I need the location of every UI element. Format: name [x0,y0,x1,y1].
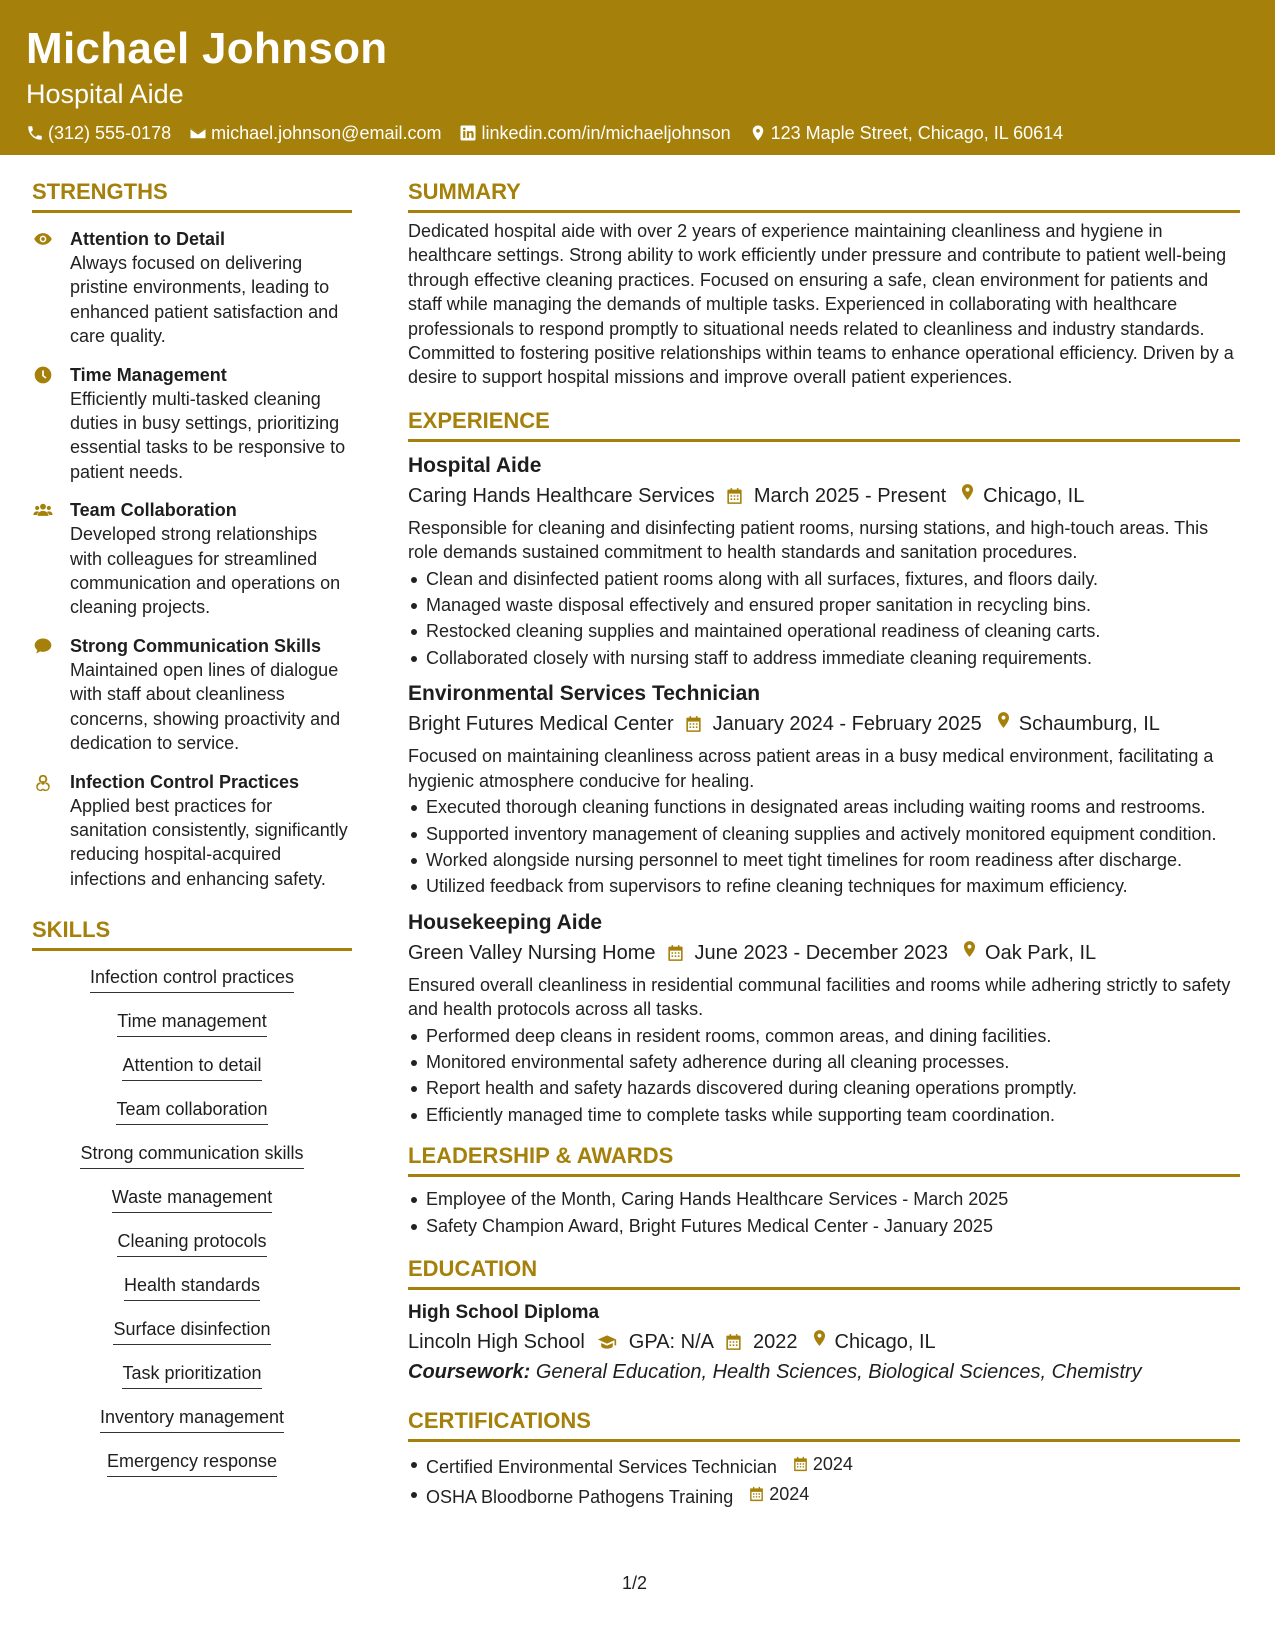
job-dates: January 2024 - February 2025 [712,713,982,736]
linkedin-icon [459,124,477,142]
calendar-icon [792,1455,809,1473]
job-bullet: Utilized feedback from supervisors to refine cleaning techniques for maximum efficiency. [408,874,1240,898]
job-bullet: Executed thorough cleaning functions in designated areas including waiting rooms and restrooms. [408,795,1240,819]
linkedin-text[interactable]: linkedin.com/in/michaeljohnson [481,123,731,143]
strength-title: Strong Communication Skills [70,635,322,656]
school-name: Lincoln High School [408,1330,585,1353]
right-column [408,155,1240,1511]
skill-tag: Surface disinfection [113,1317,270,1345]
job-bullets [408,567,1240,671]
job-company: Bright Futures Medical Center [408,713,674,736]
awards-heading: LEADERSHIP & AWARDS [408,1143,1240,1177]
certification-year: 2024 [812,1453,853,1474]
map-pin-icon [810,1328,829,1348]
job-bullet: Worked alongside nursing personnel to meet tight timelines for room readiness after discharge. [408,848,1240,872]
skill-tag: Inventory management [100,1405,284,1433]
graduation-year: 2022 [753,1330,798,1353]
strength-item [32,498,352,620]
degree-title: High School Diploma [408,1301,600,1323]
job-dates: March 2025 - Present [753,484,947,507]
email-text[interactable]: michael.johnson@email.com [211,123,442,143]
strength-desc: Always focused on delivering pristine environments, leading to enhanced patient satisfaction and care quality. [70,253,339,347]
job-title: Hospital Aide [408,453,542,477]
job-description: Focused on maintaining cleanliness across patient areas in a busy medical environment, facilitating a hygienic atmosphere conducive for healing. [408,746,1214,791]
map-pin-icon [958,482,977,502]
candidate-name: Michael Johnson [26,24,388,73]
job-company: Green Valley Nursing Home [408,941,656,964]
eye-icon [32,229,54,249]
strength-title: Infection Control Practices [70,771,300,792]
strength-title: Time Management [70,364,227,385]
job-bullets [408,1024,1240,1128]
strength-title: Attention to Detail [70,229,225,249]
job-meta [408,482,1240,510]
certifications-list [408,1452,1240,1509]
job-bullet: Clean and disinfected patient rooms along with all surfaces, fixtures, and floors daily. [408,567,1240,591]
job-bullet: Performed deep cleans in resident rooms, common areas, and dining facilities. [408,1024,1240,1048]
job-bullet: Report health and safety hazards discovered during cleaning operations promptly. [408,1076,1240,1100]
certification-name: Certified Environmental Services Technician [426,1457,777,1478]
education-heading: EDUCATION [408,1256,1240,1290]
strengths-heading: STRENGTHS [32,179,352,213]
job-entry [408,680,1240,898]
resume-header [0,0,1275,155]
job-meta [408,939,1240,967]
job-description: Ensured overall cleanliness in residential communal facilities and rooms while adhering strictly to safety and health protocols across all tasks. [408,974,1231,1020]
chat-bubble-icon [32,636,54,656]
skill-tag: Cleaning protocols [117,1229,266,1257]
graduation-cap-icon [595,1332,619,1352]
school-location: Chicago, IL [834,1330,936,1353]
job-bullets [408,795,1240,899]
calendar-icon [666,943,685,963]
job-title: Housekeeping Aide [408,910,603,934]
strength-desc: Efficiently multi-tasked cleaning duties in busy settings, prioritizing essential tasks to be responsive to patient needs. [70,388,346,482]
job-bullet: Collaborated closely with nursing staff to address immediate cleaning requirements. [408,646,1240,670]
calendar-icon [724,1332,743,1352]
gpa-text: GPA: N/A [628,1330,714,1353]
job-bullet: Managed waste disposal effectively and ensured proper sanitation in recycling bins. [408,593,1240,617]
map-pin-icon [749,124,767,142]
award-item: Employee of the Month, Caring Hands Healthcare Services - March 2025 [408,1187,1240,1211]
job-bullet: Efficiently managed time to complete tasks while supporting team coordination. [408,1103,1240,1127]
candidate-role: Hospital Aide [26,79,184,109]
strength-desc: Maintained open lines of dialogue with staff about cleanliness concerns, showing proactivity and dedication to service. [70,659,341,754]
contact-phone [26,122,171,144]
map-pin-icon [994,710,1013,730]
biohazard-icon [32,772,54,792]
contact-linkedin[interactable] [459,122,730,144]
skill-tag: Strong communication skills [80,1141,303,1169]
skill-tag: Team collaboration [116,1097,267,1125]
certification-year: 2024 [769,1483,810,1504]
job-entry [408,452,1240,670]
skill-tag: Emergency response [107,1449,277,1477]
job-location: Oak Park, IL [985,941,1097,964]
skill-tag: Time management [117,1009,266,1037]
calendar-icon [725,486,744,506]
awards-list [408,1187,1240,1238]
coursework [408,1358,1240,1386]
phone-icon [26,124,44,142]
contact-email[interactable] [189,122,441,144]
skills-list [32,965,352,1493]
contact-address [749,122,1064,144]
skills-heading: SKILLS [32,917,352,951]
skill-tag: Health standards [124,1273,260,1301]
summary-text: Dedicated hospital aide with over 2 years of experience maintaining cleanliness and hygiene in healthcare settings. Strong ability to work efficiently under pressure and contribute to patient well-being through effective cleaning practices. Focused on ensuring a safe, clean environment for patients and staff while managing the demands of multiple tasks. Experienced in collaborating with healthcare professionals to respond promptly to situational needs related to cleanliness and industry standards. Committed to fostering positive relationships within teams to enhance operational efficiency. Driven by a desire to support hospital missions and improve overall patient experiences. [408,221,1234,388]
education-meta [408,1328,1240,1356]
skill-tag: Attention to detail [122,1053,261,1081]
job-bullet: Monitored environmental safety adherence during all cleaning processes. [408,1050,1240,1074]
skill-tag: Infection control practices [90,965,294,993]
strength-item [32,770,352,892]
coursework-text: General Education, Health Sciences, Biological Sciences, Chemistry [535,1360,1142,1383]
phone-text: (312) 555-0178 [48,123,172,143]
strength-item [32,227,352,349]
job-bullet: Restocked cleaning supplies and maintained operational readiness of cleaning carts. [408,619,1240,643]
job-bullet: Supported inventory management of cleaning supplies and actively monitored equipment condition. [408,822,1240,846]
skill-tag: Task prioritization [122,1361,261,1389]
certifications-heading: CERTIFICATIONS [408,1408,1240,1442]
job-company: Caring Hands Healthcare Services [408,484,715,507]
map-pin-icon [960,939,979,959]
job-meta [408,710,1240,738]
experience-heading: EXPERIENCE [408,408,1240,442]
strength-desc: Applied best practices for sanitation consistently, significantly reducing hospital-acquired infections and enhancing safety. [70,795,348,889]
envelope-icon [189,124,207,142]
strength-item [32,634,352,756]
strength-title: Team Collaboration [70,500,237,521]
clock-icon [32,365,54,385]
left-column [32,155,352,1493]
job-title: Environmental Services Technician [408,682,761,706]
users-icon [32,500,54,520]
summary-heading: SUMMARY [408,179,1240,213]
coursework-label: Coursework: [408,1360,531,1383]
job-location: Schaumburg, IL [1018,713,1160,736]
calendar-icon [748,1485,765,1503]
certification-item [408,1452,1240,1480]
page-number: 1/2 [622,1573,648,1593]
job-description: Responsible for cleaning and disinfecting patient rooms, nursing stations, and high-touch areas. This role demands sustained commitment to health standards and sanitation procedures. [408,517,1209,563]
strength-item [32,363,352,485]
job-location: Chicago, IL [983,484,1085,507]
job-dates: June 2023 - December 2023 [694,941,949,964]
certification-item [408,1482,1240,1510]
certification-name: OSHA Bloodborne Pathogens Training [426,1486,734,1507]
contact-bar [26,122,1249,144]
calendar-icon [684,714,703,734]
skill-tag: Waste management [112,1185,272,1213]
strength-desc: Developed strong relationships with colleagues for streamlined communication and operations on cleaning projects. [70,524,341,618]
address-text: 123 Maple Street, Chicago, IL 60614 [770,123,1064,143]
award-item: Safety Champion Award, Bright Futures Medical Center - January 2025 [408,1214,1240,1238]
job-entry [408,909,1240,1127]
